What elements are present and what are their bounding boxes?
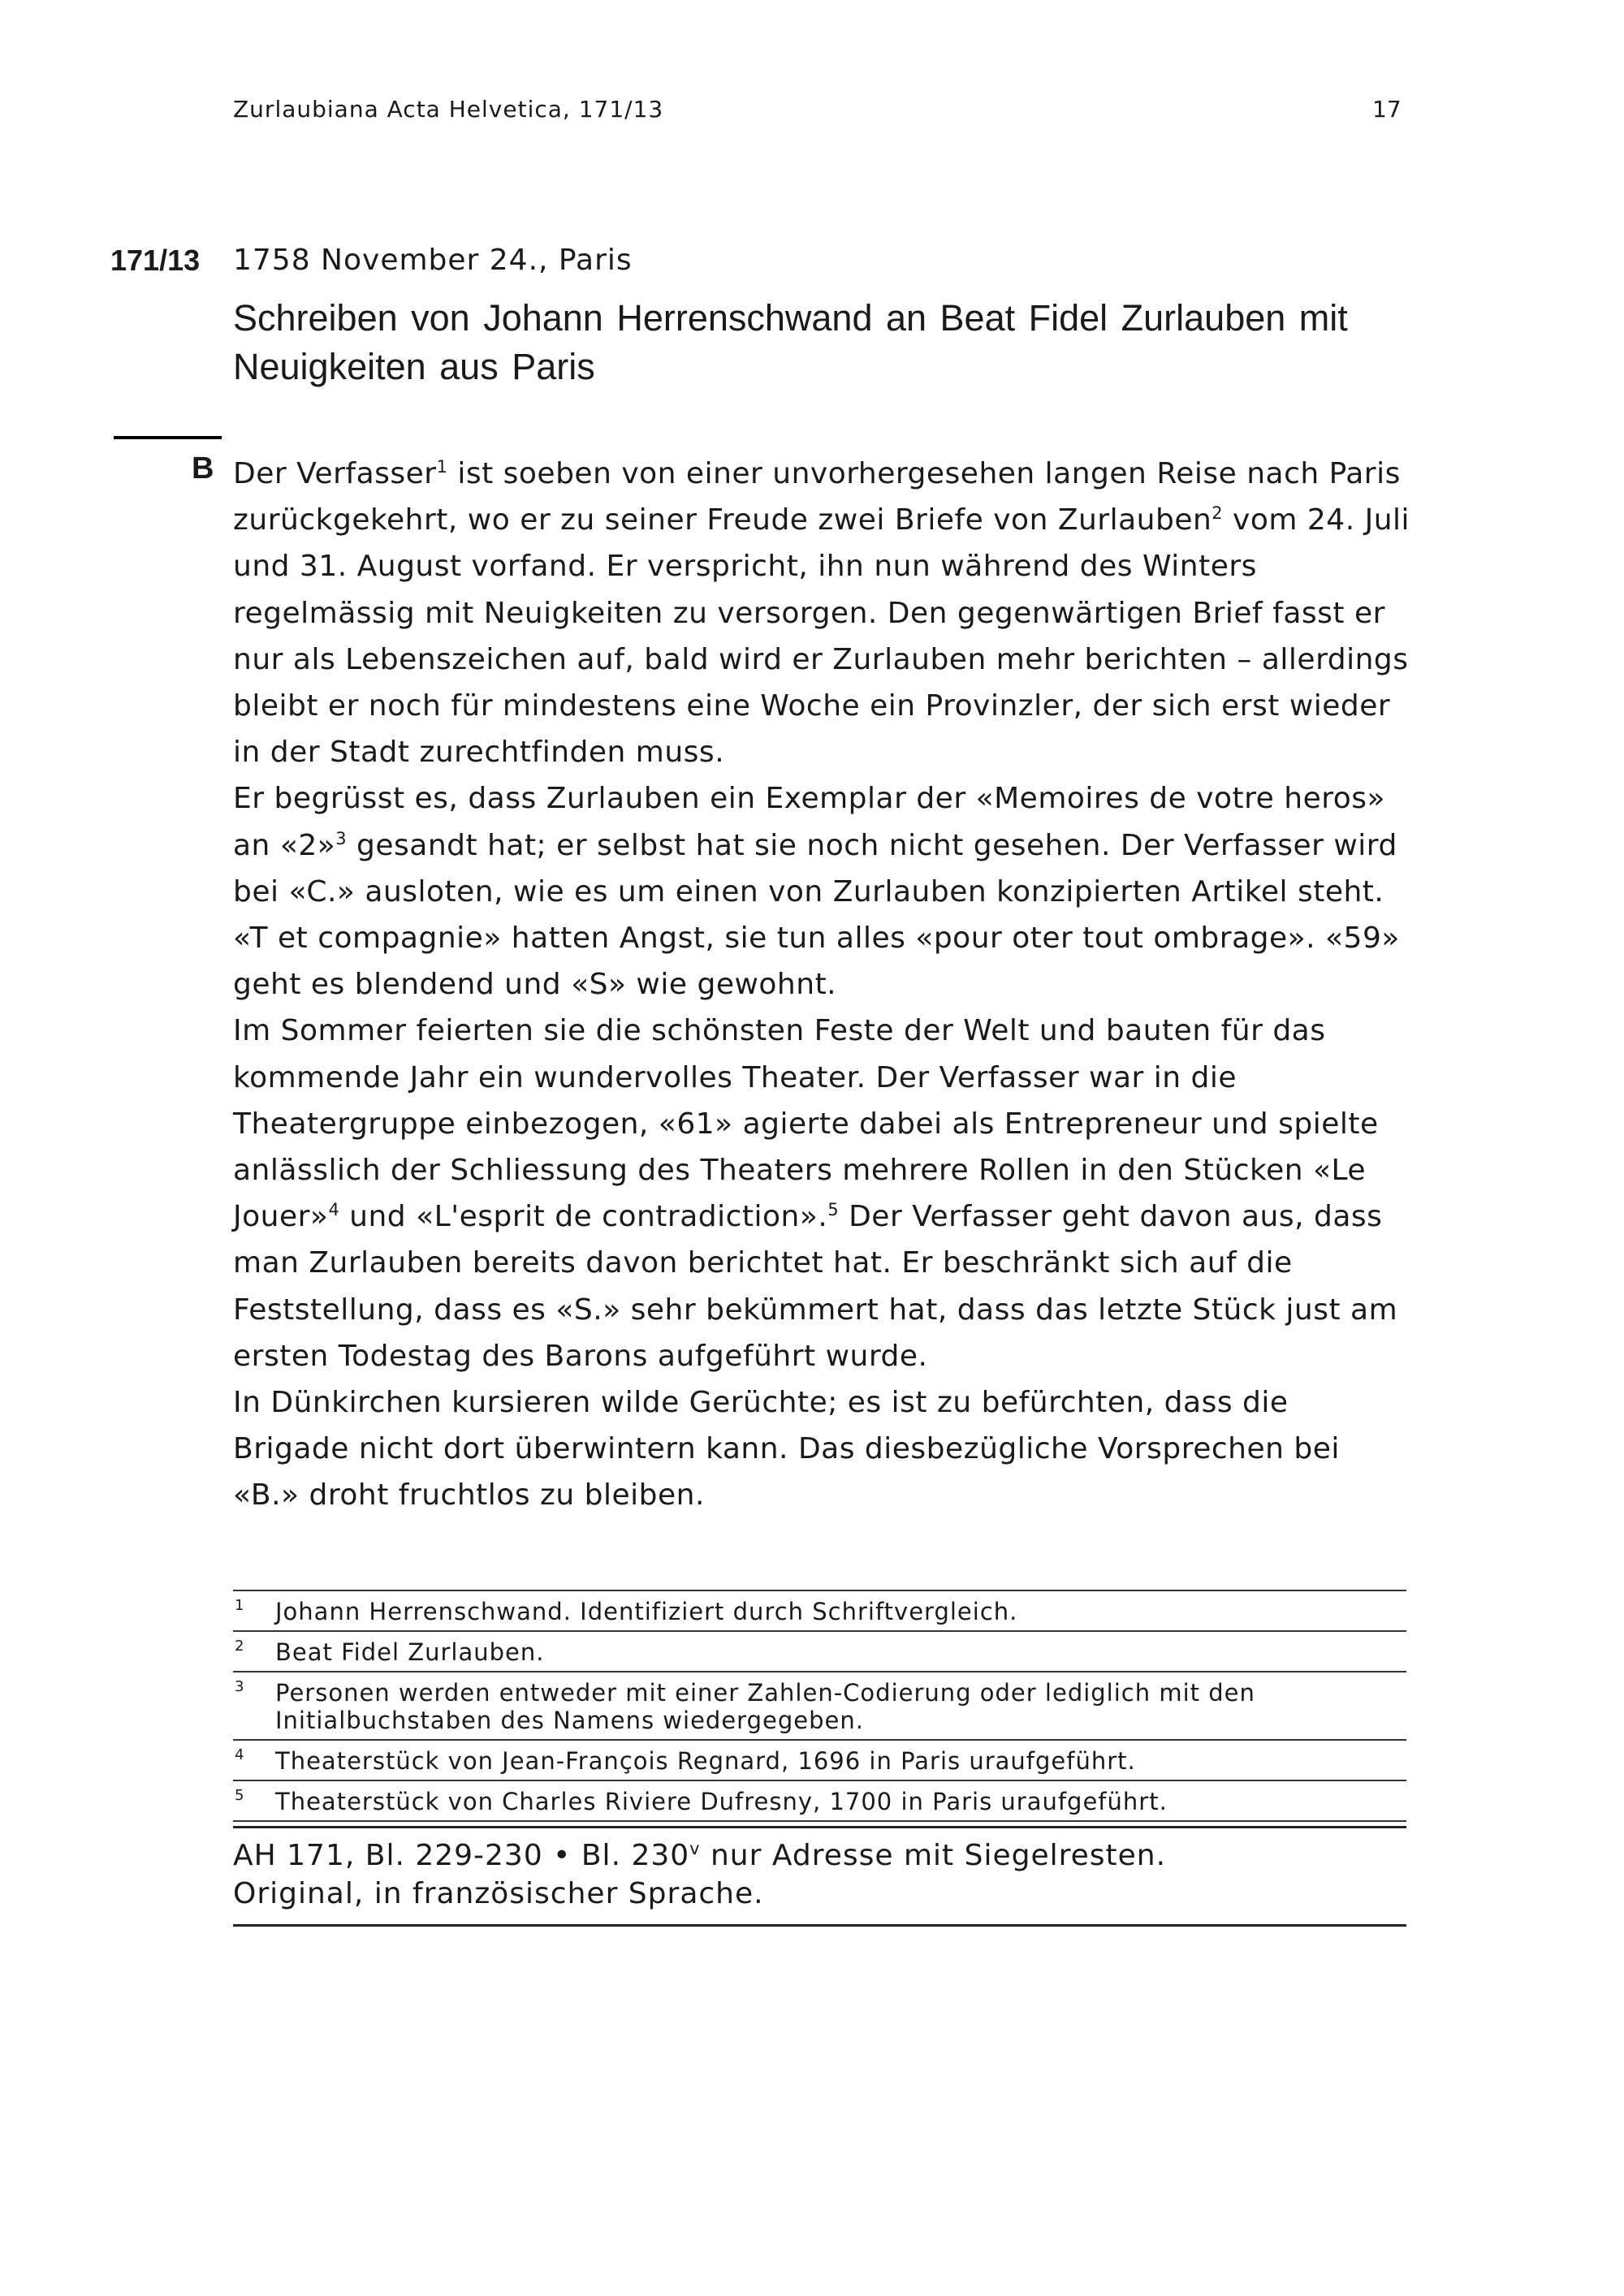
footnote-text: Johann Herrenschwand. Identifiziert durch Schriftvergleich. [275,1598,1018,1625]
footnote-text: Personen werden entweder mit einer Zahlen-Codierung oder lediglich mit den Initialbuchstaben des Namens wiedergegeben. [275,1679,1255,1734]
footnote [233,1672,1406,1741]
footnote-text: Theaterstück von Jean-François Regnard, 1696 in Paris uraufgeführt. [275,1747,1136,1775]
entry-date-place: 1758 November 24., Paris [233,244,633,277]
page-number: 17 [1372,96,1402,123]
footnote-ref-4: 4 [328,1200,340,1220]
paragraph-2: Er begrüsst es, dass Zurlauben ein Exemplar der «Memoires de votre heros» an «2»$^3$ gesandt hat; er selbst hat sie noch nicht gesehen. Der Verfasser wird bei «C.» ausloten, wie es um einen von Zurlauben konzipierten Artikel steht. «T et compagnie» hatten Angst, sie tun alles «pour oter tout ombrage». «59» geht es blendend und «S» wie gewohnt. [233,782,1400,1002]
source-line-2: Original, in französischer Sprache. [233,1877,764,1910]
footnote [233,1741,1406,1781]
footnote-ref-1: 1 [436,457,448,477]
footnote-ref-2: 2 [1212,503,1224,524]
footnote [233,1591,1406,1632]
footnote-text: Beat Fidel Zurlauben. [275,1638,545,1666]
source-note [233,1826,1406,1927]
source-line-1: AH 171, Bl. 229-230 • Bl. 230$^v$ nur Adresse mit Siegelresten. [233,1839,1167,1872]
footnote-number: 4 [235,1746,245,1763]
running-title: Zurlaubiana Acta Helvetica, 171/13 [233,96,664,123]
paragraph-3: Im Sommer feierten sie die schönsten Feste der Welt und bauten für das kommende Jahr ein wundervolles Theater. Der Verfasser war in die Theatergruppe einbezogen, «61» agierte dabei als Entrepreneur und spielte anlässlich der Schliessung des Theaters mehrere Rollen in den Stücken «Le Jouer»$^4$ und «L'esprit de contradiction».$^5$ Der Verfasser geht davon aus, dass man Zurlauben bereits davon berichtet hat. Er beschränkt sich auf die Feststellung, dass es «S.» sehr bekümmert hat, dass das letzte Stück just am ersten Todestag des Barons aufgeführt wurde. [233,1014,1398,1373]
footnote-number: 1 [235,1597,245,1614]
footnote-ref-3: 3 [335,828,348,848]
entry-number: 171/13 [110,244,201,277]
footnotes [233,1590,1406,1822]
footnote-text: Theaterstück von Charles Riviere Dufresny, 1700 in Paris uraufgeführt. [275,1788,1168,1815]
regest-body [233,451,1410,1519]
paragraph-1: Der Verfasser$^1$ ist soeben von einer unvorhergesehen langen Reise nach Paris zurückgekehrt, wo er zu seiner Freude zwei Briefe von Zurlauben$^2$ vom 24. Juli und 31. August vorfand. Er verspricht, ihn nun während des Winters regelmässig mit Neuigkeiten zu versorgen. Den gegenwärtigen Brief fasst er nur als Lebenszeichen auf, bald wird er Zurlauben mehr berichten – allerdings bleibt er noch für mindestens eine Woche ein Provinzler, der sich erst wieder in der Stadt zurechtfinden muss. [233,457,1410,770]
footnote-number: 2 [235,1638,245,1655]
entry-title: Schreiben von Johann Herrenschwand an Beat Fidel Zurlauben mit Neuigkeiten aus Paris [233,297,1348,387]
footnote [233,1632,1406,1672]
section-label: B [192,451,214,486]
section-divider [114,436,222,439]
footnote-ref-5: 5 [827,1200,840,1220]
footnote [233,1781,1406,1822]
paragraph-4: In Dünkirchen kursieren wilde Gerüchte; es ist zu befürchten, dass die Brigade nicht dort überwintern kann. Das diesbezügliche Vorsprechen bei «B.» droht fruchtlos zu bleiben. [233,1386,1340,1513]
footnote-number: 5 [235,1787,245,1804]
footnote-number: 3 [235,1678,245,1695]
